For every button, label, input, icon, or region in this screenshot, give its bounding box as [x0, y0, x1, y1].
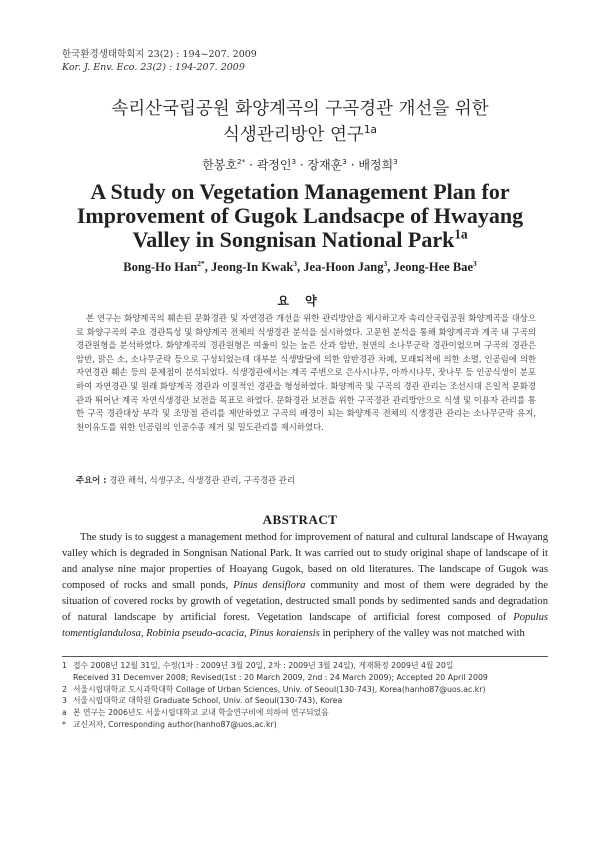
english-title-line-3-text: Valley in Songnisan National Park [132, 227, 455, 252]
keywords-text: 경관 해석, 식생구조, 식생경관 관리, 구곡경관 관리 [109, 475, 295, 485]
species-name: Pinus densiflora [233, 580, 306, 591]
species-name: Robinia pseudo-acacia [146, 628, 245, 639]
korean-abstract-body: 본 연구는 화양계곡의 훼손된 문화경관 및 자연경관 개선을 위한 관리방안을 제시하고자 속리산국립공원 화양계곡을 대상으로 화양구곡의 주요 경관특성 및 화양계곡 전체의 식생경관 분석을 실시하였다. 고문헌 분석을 통해 화양계곡과 계곡 내 구곡의 경관원형을 분석하였다. 화양계곡의 경관원형은 여울이 있는 높은 산과 암반, 천연의 소나무군락 경관이었으며 구곡의 경관은 암반, 맑은 소, 소나무군락 등으로 구성되었는데 대부분 식생발달에 의한 암반경관 차폐, 모래퇴적에 의한 소멸, 인공림에 의한 자연경관 훼손 등의 문제점이 분석되었다. 식생경관에서는 계곡 주변으로 은사시나무, 아까시나무, 잣나무 등 인공식생이 분포하여 자연경관 및 원래 화양계곡 경관과 이질적인 경관을 형성하였다. 화양계곡 및 구곡의 경관 관리는 조선시대 은일적 문화경관과 뛰어난 계곡 자연식생경관 보전을 목표로 하였다. 문화경관 보전을 위한 구곡경관 관리방안으로 식생 및 이용자 관리를 통한 구곡 경관대상 부각 및 조망점 관리를 제안하였고 구곡의 배경이 되는 화양계곡 전체의 식생경관 관리는 소나무군락 유지, 천이유도를 위한 인공림의 인공수종 제거 및 밀도관리를 제시하였다. [76, 313, 536, 432]
english-author: Jea-Hoon Jang$^3$ [303, 258, 388, 274]
korean-author-list: 한봉호$^{2*}$ · 곽정인$^3$ · 장재훈$^3$ · 배정희$^3$ [202, 157, 398, 172]
footnotes [62, 660, 548, 731]
korean-title [40, 96, 560, 148]
english-author: Jeong-In Kwak$^3$ [210, 258, 298, 274]
korean-author: 장재훈$^3$ [307, 157, 347, 172]
english-author-list: Bong-Ho Han$^{2*}$, Jeong-In Kwak$^3$, Jea-Hoon Jang$^3$, Jeong-Hee Bae$^3$ [123, 258, 477, 274]
keywords [76, 474, 536, 486]
korean-author: 곽정인$^3$ [256, 157, 297, 172]
footnote: 1 접수 2008년 12월 31일, 수정(1차 : 2009년 3월 20일, 2차 : 2009년 3월 24일), 게재확정 2009년 4월 20일 [62, 661, 454, 670]
footnote-divider [62, 656, 548, 657]
english-title-footnote-mark: 1a [454, 226, 468, 242]
journal-citation-korean: 한국환경생태학회지 23(2) : 194~207. 2009 [62, 49, 257, 60]
journal-header [62, 48, 257, 74]
footnote: 3 서울시립대학교 대학원 Graduate School, Univ. of Seoul(130-743), Korea [62, 696, 343, 706]
abstract-heading: ABSTRACT [262, 512, 338, 527]
footnote: 2 서울시립대학교 도시과학대학 Collage of Urban Sciences, Univ. of Seoul(130-743), Korea(hanho87@uos.ac.kr) [62, 684, 486, 694]
keywords-label: 주요어 : [76, 475, 107, 485]
english-abstract-body: The study is to suggest a management method for improvement of natural and cultural landscape of Hwayang valley which is degraded in Songnisan National Park. It was carried out to study original shape of landscape of it and analyse nine major properties of Hoayang Gugok, based on old literatures. The landscape of Gugok was composed of rocks and small ponds, Pinus densiflora community and most of them were degraded by the situation of covered rocks by growth of vegetation, destructed small ponds by sedimented sands and degradation of natural landscape by artificial forest. Vegetation landscape of artificial forest composed of Populus tomentiglandulosa, Robinia pseudo-acacia, Pinus koraiensis in periphery of the valley was not matched with [62, 532, 548, 639]
korean-title-line-2 [40, 122, 560, 148]
english-title-line-2: Improvement of Gugok Landsacpe of Hwayang [76, 203, 524, 228]
english-author: Jeong-Hee Bae$^3$ [393, 258, 477, 274]
footnote: Received 31 Decemver 2008; Revised(1st : 20 March 2009, 2nd : 24 March 2009); Accepted 20 April 2009 [73, 672, 488, 682]
english-title [30, 180, 570, 252]
english-title-line-3 [30, 228, 570, 252]
footnote: a 본 연구는 2006년도 서울시립대학교 교내 학술연구비에 의하여 연구되었음 [62, 708, 329, 718]
species-name: Populus tomentiglandulosa [62, 612, 548, 639]
korean-author: 배정희$^3$ [358, 157, 398, 172]
korean-title-line-1: 속리산국립공원 화양계곡의 구곡경관 개선을 위한 [111, 99, 489, 119]
footnote: * 교신저자, Corresponding author(hanho87@uos.ac.kr) [62, 719, 277, 729]
korean-abstract-heading: 요 약 [277, 294, 323, 308]
english-author: Bong-Ho Han$^{2*}$ [123, 258, 205, 274]
species-name: Pinus koraiensis [249, 628, 320, 639]
journal-citation-english: Kor. J. Env. Eco. 23(2) : 194-207. 2009 [62, 62, 245, 73]
english-title-line-1: A Study on Vegetation Management Plan for [90, 179, 510, 204]
korean-title-line-2-text: 식생관리방안 연구 [223, 125, 364, 145]
korean-title-footnote-mark: 1a [363, 124, 377, 137]
korean-author: 한봉호$^{2*}$ [202, 157, 246, 172]
